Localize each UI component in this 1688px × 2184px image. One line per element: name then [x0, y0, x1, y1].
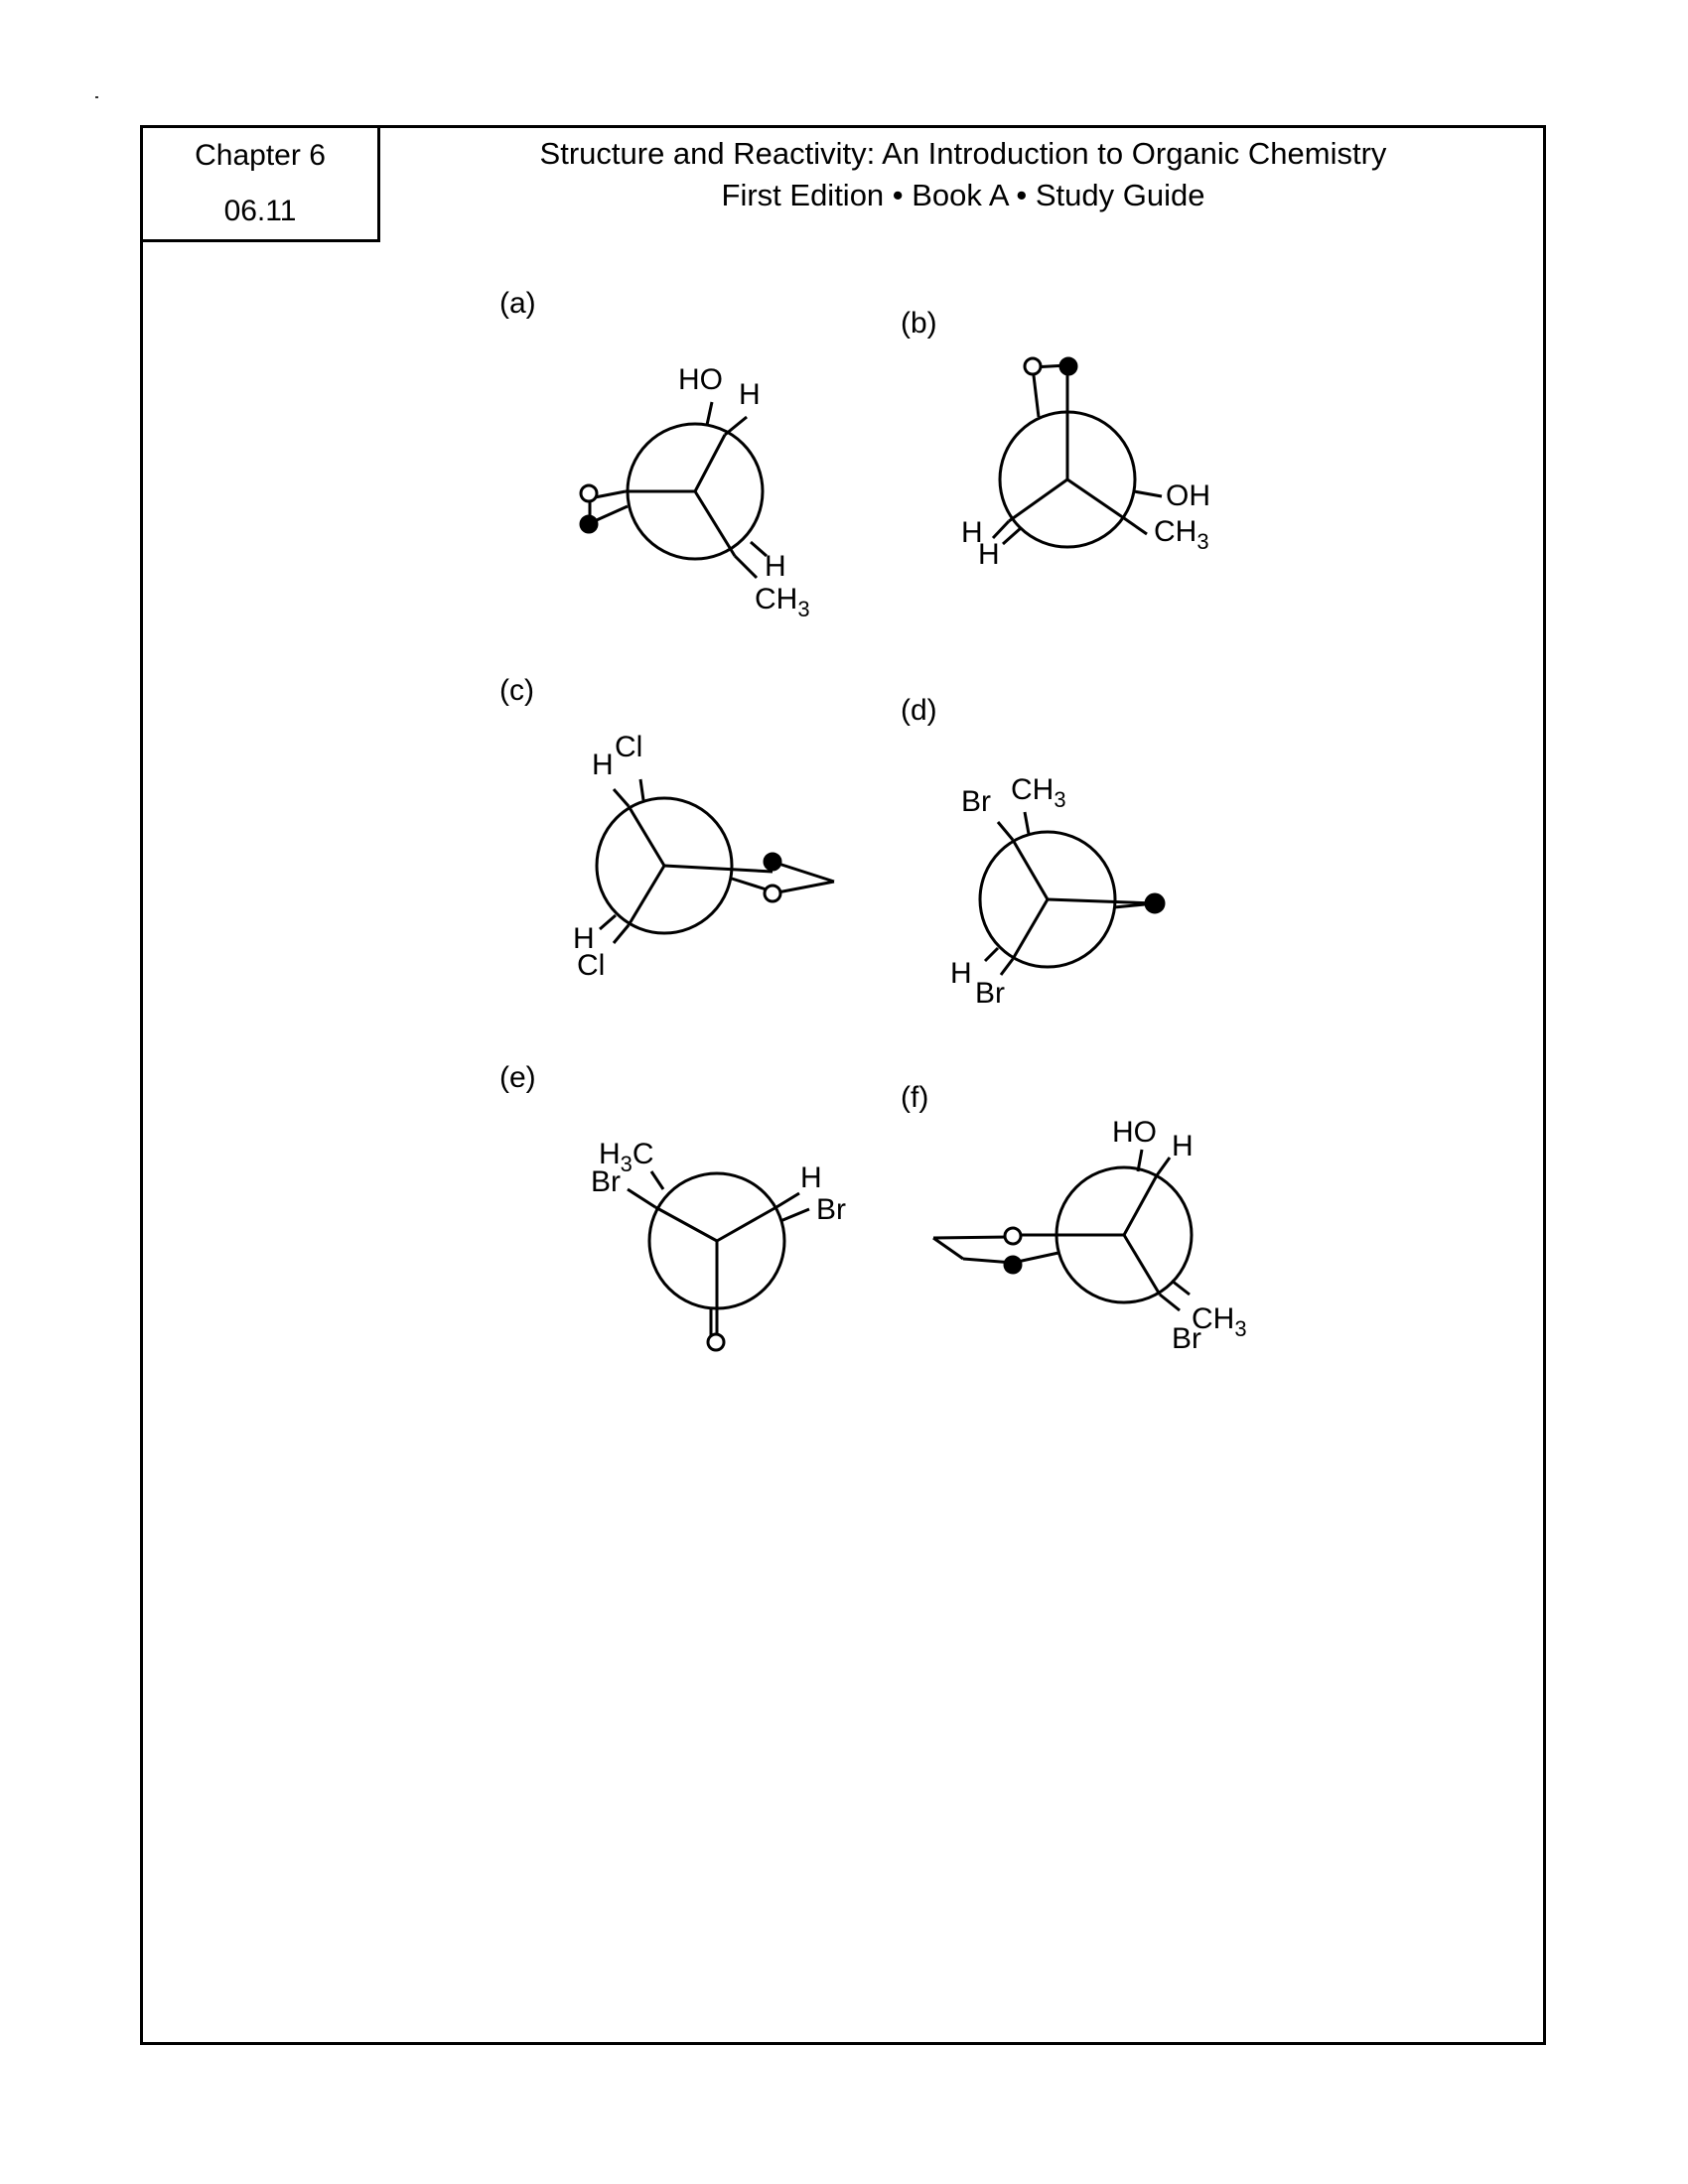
front-bond-a-3 [695, 491, 735, 556]
rear-bond-c-cl-top [640, 779, 643, 800]
label-d: (d) [901, 694, 937, 727]
sub-b-ch3: $CH_3$ [1154, 515, 1209, 554]
sub-b-h-2: H [978, 538, 1000, 571]
front-bond-a-ch3 [735, 556, 757, 578]
newman-projection-d [980, 812, 1164, 975]
open-dot-b [1025, 358, 1041, 374]
open-dot-e [708, 1334, 724, 1350]
filled-dot-f [1005, 1257, 1021, 1273]
ring-c-chain-1 [773, 862, 834, 882]
rear-bond-b-h [1003, 528, 1021, 544]
problem-labels [499, 287, 937, 1114]
front-bond-b-3 [1067, 479, 1124, 518]
newman-projection-b [993, 358, 1162, 547]
open-dot-a [581, 485, 597, 501]
sub-c-h-bottom: H [573, 922, 595, 955]
substituent-labels [573, 363, 1247, 1355]
filled-dot-b [1060, 358, 1076, 374]
sub-a-ch3: $CH_3$ [755, 583, 810, 621]
front-bond-d-br2 [1001, 959, 1013, 975]
front-bond-c-h-top [614, 789, 629, 806]
front-bond-a-1 [695, 435, 725, 491]
label-b: (b) [901, 307, 937, 340]
sub-e-h: H [800, 1161, 822, 1194]
open-dot-c [765, 886, 780, 901]
edition-line: First Edition • Book A • Study Guide [721, 178, 1205, 212]
front-bond-c-3 [664, 866, 773, 872]
front-bond-d-1 [1013, 840, 1048, 899]
front-bond-f-ch3 [1160, 1295, 1180, 1310]
ring-f-chain-2 [933, 1238, 963, 1259]
sub-f-ch3: $CH_3$ [1192, 1302, 1247, 1341]
front-bond-e-1 [655, 1207, 717, 1241]
sub-f-br: Br [1172, 1322, 1201, 1355]
sub-b-oh: OH [1166, 479, 1210, 512]
front-bond-b-2 [1009, 479, 1067, 521]
sub-e-h3c: $H_3C$ [599, 1138, 654, 1176]
rear-bond-c-h-bottom [600, 915, 616, 929]
section-number: 06.11 [223, 195, 297, 227]
rear-bond-b-oh [1134, 491, 1162, 496]
newman-projection-c [597, 779, 834, 943]
filled-dot-d [1146, 894, 1164, 912]
label-e: (e) [499, 1061, 536, 1094]
sub-b-h-1: H [961, 516, 983, 549]
sub-e-br-right: Br [816, 1193, 846, 1226]
rear-bond-e-ch3 [651, 1171, 663, 1189]
front-bond-d-3 [1048, 899, 1155, 903]
chapter-label: Chapter 6 [195, 139, 326, 172]
sub-a-ho: HO [678, 363, 723, 396]
rear-bond-f-br [1172, 1281, 1190, 1295]
label-c: (c) [499, 674, 534, 707]
front-bond-c-1 [629, 806, 664, 866]
sub-d-ch3: $CH_3$ [1011, 773, 1066, 812]
front-bond-c-2 [629, 866, 664, 925]
front-bond-e-2 [717, 1207, 776, 1241]
sub-e-br-left: Br [591, 1165, 621, 1198]
open-dot-f [1005, 1228, 1021, 1244]
filled-dot-c [765, 854, 780, 870]
sub-a-h-top: H [739, 378, 761, 411]
sub-c-cl-top: Cl [615, 731, 643, 763]
rear-bond-f-oh [1138, 1150, 1142, 1171]
filled-dot-a [581, 516, 597, 532]
front-bond-d-br [998, 822, 1013, 840]
newman-projection-e [628, 1171, 809, 1350]
front-bond-f-1 [1124, 1175, 1157, 1235]
front-bond-e-br [628, 1189, 655, 1207]
front-bond-d-2 [1013, 899, 1048, 959]
front-bond-f-3 [1124, 1235, 1160, 1295]
sub-f-h: H [1172, 1130, 1194, 1162]
front-bond-b-h [993, 521, 1009, 538]
label-f: (f) [901, 1081, 929, 1114]
ring-f-chain-1 [933, 1237, 1013, 1238]
front-bond-a-h [725, 417, 747, 435]
sub-a-h-bottom: H [765, 550, 786, 583]
newman-projection-f [933, 1150, 1192, 1310]
front-bond-c-cl-bottom [614, 925, 629, 943]
book-title: Structure and Reactivity: An Introduction to Organic Chemistry [539, 136, 1387, 171]
rear-bond-d-ch3 [1025, 812, 1029, 834]
sub-d-h: H [950, 957, 972, 990]
sub-c-cl-bottom: Cl [577, 949, 606, 982]
rear-bond-a-oh [707, 402, 712, 425]
front-bond-e-h [776, 1193, 799, 1207]
label-a: (a) [499, 287, 536, 320]
front-bond-b-ch3 [1124, 518, 1147, 534]
rear-bond-d-h [985, 948, 998, 961]
sub-f-ho: HO [1112, 1116, 1157, 1149]
newman-projection-a [581, 402, 767, 578]
sub-d-br-top: Br [961, 785, 991, 818]
sub-d-br-bottom: Br [975, 977, 1005, 1010]
front-bond-f-h [1157, 1158, 1170, 1175]
rear-bond-e-br [780, 1209, 809, 1221]
sub-c-h-top: H [592, 749, 614, 781]
